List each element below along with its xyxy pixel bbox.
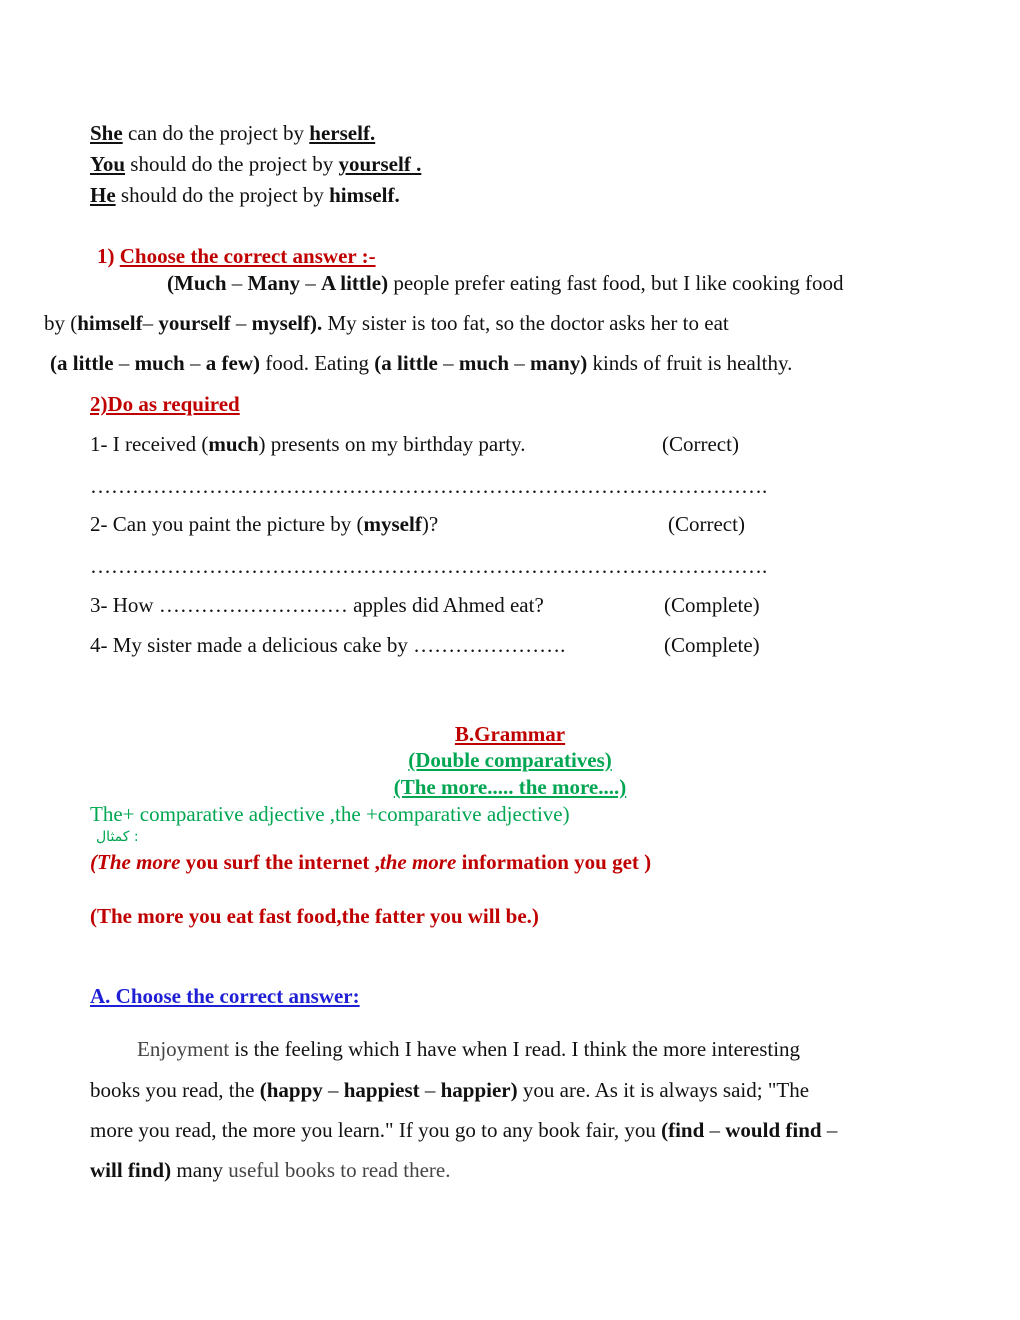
section1-title: Choose the correct answer :- [119, 244, 376, 268]
option: myself). [251, 311, 323, 335]
blank-4[interactable]: …………………. [413, 633, 566, 657]
passage-line-4 [90, 1158, 450, 1182]
answer-line-1[interactable]: ……………………………………………………………………………………. [90, 474, 768, 498]
example-label: كمثال : [96, 829, 139, 845]
grammar-subtitle: (Double comparatives) [408, 748, 612, 772]
exercise-item-4 [90, 633, 565, 657]
passage-text: you are. As it is always said; "The [517, 1078, 810, 1102]
separator: – [704, 1118, 726, 1142]
separator: – [821, 1118, 838, 1142]
option: yourself [158, 311, 231, 335]
separator: – [113, 351, 135, 375]
section1-line1 [167, 271, 844, 295]
subject-you: You [90, 152, 126, 176]
item-text: ) presents on my birthday party. [258, 432, 526, 456]
example-italic: the more [379, 850, 457, 874]
grammar-example-1 [90, 850, 651, 874]
item-bold: myself [363, 512, 422, 536]
reflexive-himself: himself. [329, 183, 400, 207]
example-line-she [90, 121, 375, 145]
separator: – [226, 271, 248, 295]
option: will find) [90, 1158, 172, 1182]
item-text: 1- I received ( [90, 432, 209, 456]
sentence-text: food. Eating [259, 351, 375, 375]
item-bold: much [208, 432, 259, 456]
option: (happy [259, 1078, 323, 1102]
subject-he: He [90, 183, 116, 207]
example-italic: The more [97, 850, 181, 874]
grammar-rule: The+ comparative adjective ,the +comparative adjective) [90, 802, 570, 826]
sentence-text: people prefer eating fast food, but I like cooking food [388, 271, 844, 295]
example-text: you surf the internet , [180, 850, 380, 874]
option: much [134, 351, 185, 375]
option: A little) [321, 271, 389, 295]
option: (a little [374, 351, 438, 375]
option: himself [77, 311, 143, 335]
item-text: 4- My sister made a delicious cake by [90, 633, 414, 657]
separator: – [230, 311, 252, 335]
option: (Much [167, 271, 227, 295]
example-text: should do the project by [115, 183, 330, 207]
subject-she: She [90, 121, 123, 145]
item-text: 2- Can you paint the picture by ( [90, 512, 364, 536]
option: (a little [50, 351, 114, 375]
passage-line-1 [137, 1037, 800, 1061]
passage-text: books you read, the [90, 1078, 260, 1102]
item-text: apples did Ahmed eat? [347, 593, 544, 617]
option: Many [247, 271, 300, 295]
separator: – [184, 351, 206, 375]
reflexive-herself: herself. [309, 121, 376, 145]
separator: – [322, 1078, 344, 1102]
section1-number: 1) [97, 244, 120, 268]
option: many) [530, 351, 588, 375]
exercise-item-1 [90, 432, 525, 456]
grammar-pattern: (The more..... the more....) [393, 775, 627, 799]
grammar-title: B.Grammar [454, 722, 566, 746]
separator: – [419, 1078, 441, 1102]
option: (find [661, 1118, 705, 1142]
separator: – [437, 351, 459, 375]
option: a few) [205, 351, 260, 375]
passage-text: many [171, 1158, 229, 1182]
item-text: 3- How [90, 593, 159, 617]
section1-line3 [50, 351, 792, 375]
example-text: ( [90, 850, 97, 874]
exercise-tag-4: (Complete) [664, 633, 760, 657]
example-text: can do the project by [122, 121, 310, 145]
answer-line-2[interactable]: ……………………………………………………………………………………. [90, 554, 768, 578]
reflexive-yourself: yourself . [338, 152, 422, 176]
option: much [458, 351, 510, 375]
sentence-text: kinds of fruit is healthy. [587, 351, 793, 375]
example-text: information you get ) [456, 850, 652, 874]
exercise-item-3 [90, 593, 544, 617]
passage-text: useful books to read there. [228, 1158, 451, 1182]
exercise-tag-3: (Complete) [664, 593, 760, 617]
sentence-text: My sister is too fat, so the doctor asks her to eat [322, 311, 729, 335]
option: happier) [440, 1078, 518, 1102]
exercise-item-2 [90, 512, 438, 536]
item-text: )? [421, 512, 439, 536]
passage-text: more you read, the more you learn." If you go to any book fair, you [90, 1118, 662, 1142]
separator: – [300, 271, 321, 295]
passage-text: is the feeling which I have when I read. I think the more interesting [229, 1037, 801, 1061]
option: happiest [343, 1078, 420, 1102]
section1-heading [97, 244, 376, 268]
section2-title: 2)Do as required [90, 392, 240, 416]
sentence-text: by ( [44, 311, 78, 335]
section1-line2 [44, 311, 729, 335]
example-line-he [90, 183, 400, 207]
passage-line-2 [90, 1078, 809, 1102]
example-line-you [90, 152, 421, 176]
passage-line-3 [90, 1118, 837, 1142]
example-text: should do the project by [125, 152, 339, 176]
grammar-example-2: (The more you eat fast food,the fatter you will be.) [90, 904, 539, 928]
option: would find [725, 1118, 822, 1142]
exercise-tag-2: (Correct) [668, 512, 745, 536]
passage-text: Enjoyment [137, 1037, 230, 1061]
exercise-tag-1: (Correct) [662, 432, 739, 456]
separator: – [142, 311, 159, 335]
sectionA-title: A. Choose the correct answer: [90, 984, 360, 1008]
blank-3[interactable]: ……………………… [158, 593, 348, 617]
separator: – [509, 351, 531, 375]
